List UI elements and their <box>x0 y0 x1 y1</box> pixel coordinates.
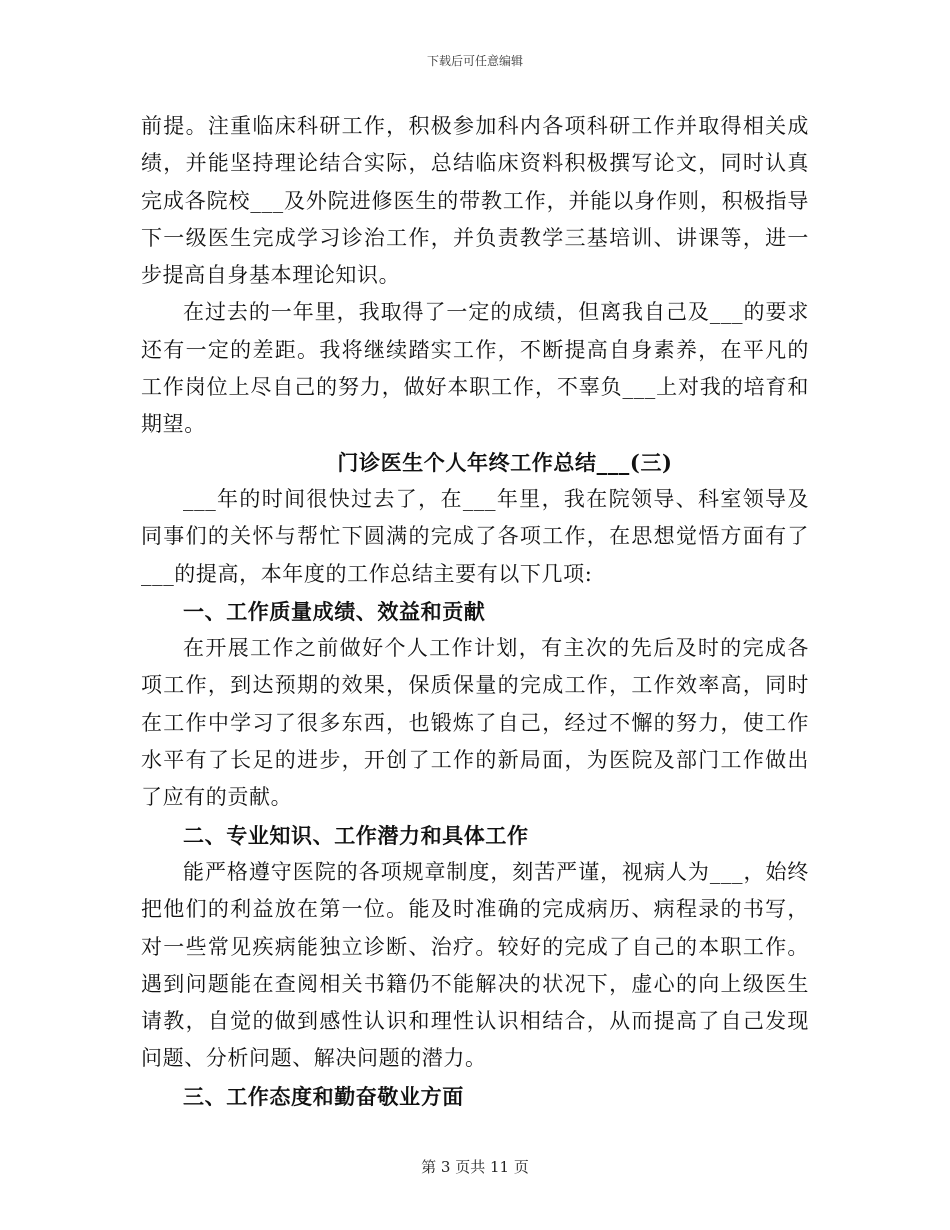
paragraph-quality: 在开展工作之前做好个人工作计划，有主次的先后及时的完成各项工作，到达预期的效果，保质保量的完成工作，工作效率高，同时在工作中学习了很多东西，也锻炼了自己，经过不懈的努力，使工作水平有了长足的进步，开创了工作的新局面，为医院及部门工作做出了应有的贡献。 <box>141 636 809 810</box>
paragraph-knowledge: 能严格遵守医院的各项规章制度，刻苦严谨，视病人为___，始终把他们的利益放在第一位。能及时准确的完成病历、病程录的书写，对一些常见疾病能独立诊断、治疗。较好的完成了自己的本职工作。遇到问题能在查阅相关书籍仍不能解决的状况下，虚心的向上级医生请教，自觉的做到感性认识和理性认识相结合，从而提高了自己发现问题、分析问题、解决问题的潜力。 <box>141 859 809 1071</box>
heading-attitude: 三、工作态度和勤奋敬业方面 <box>183 1083 464 1109</box>
section-title: 门诊医生个人年终工作总结___(三) <box>337 449 673 475</box>
heading-quality: 一、工作质量成绩、效益和贡献 <box>183 598 486 624</box>
page-footer: 第 3 页共 11 页 <box>421 1158 529 1176</box>
page-header: 下载后可任意编辑 <box>426 54 523 68</box>
paragraph-continuation: 前提。注重临床科研工作，积极参加科内各项科研工作并取得相关成绩，并能坚持理论结合实际，总结临床资料积极撰写论文，同时认真完成各院校___及外院进修医生的带教工作，并能以身作则，积极指导下一级医生完成学习诊治工作，并负责教学三基培训、讲课等，进一步提高自身基本理论知识。 <box>141 114 809 288</box>
heading-knowledge: 二、专业知识、工作潜力和具体工作 <box>183 822 529 848</box>
document-body <box>141 108 809 1115</box>
paragraph-reflection: 在过去的一年里，我取得了一定的成绩，但离我自己及___的要求还有一定的差距。我将继续踏实工作，不断提高自身素养，在平凡的工作岗位上尽自己的努力，做好本职工作，不辜负___上对我的培育和期望。 <box>141 300 809 437</box>
paragraph-intro: ___年的时间很快过去了，在___年里，我在院领导、科室领导及同事们的关怀与帮忙下圆满的完成了各项工作，在思想觉悟方面有了___的提高，本年度的工作总结主要有以下几项: <box>141 486 809 586</box>
